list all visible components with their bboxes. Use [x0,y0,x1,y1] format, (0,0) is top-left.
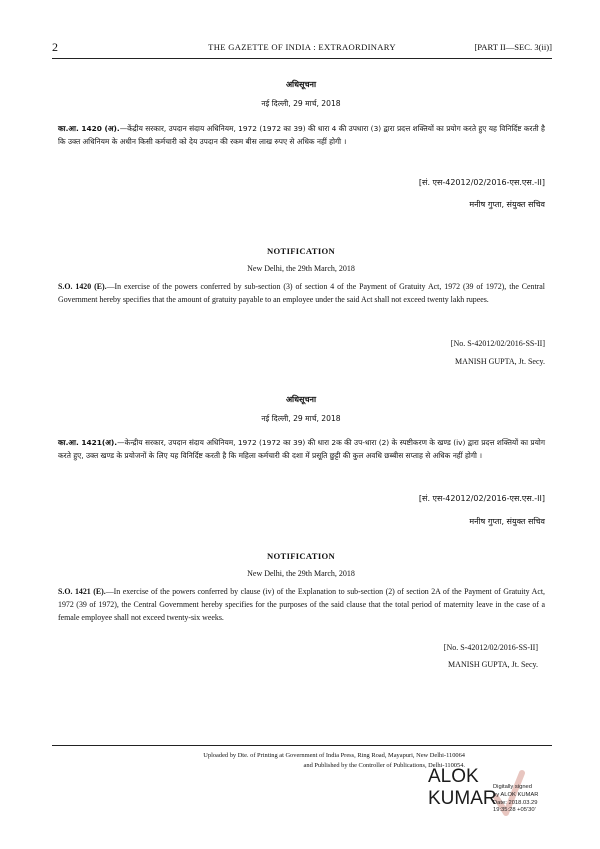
notification-2-place-date: New Delhi, the 29th March, 2018 [247,264,355,273]
notification-3-body [58,436,545,463]
notification-1-text: —केंद्रीय सरकार, उपदान संदाय अधिनियम, 1972 (1972 का 39) की धारा 4 की उपधारा (3) द्वारा प्रदत्त शक्तियों का प्रयोग करते हुए यह विनिर्दिष्ट करती है कि उक्त अधिनियम के अधीन किसी कर्मचारी को देय उपदान की रकम बीस लाख रुपए से अधिक नहीं होगी । [58,124,545,147]
notification-4-file-no: [No. S-42012/02/2016-SS-II] [443,643,538,652]
notification-2-heading: NOTIFICATION [267,246,335,256]
header-rule [52,58,552,59]
part-section: [PART II—SEC. 3(ii)] [474,42,552,52]
notification-4-heading: NOTIFICATION [267,551,335,561]
signer-name-line-2: KUMAR [428,788,497,809]
notification-4-text: —In exercise of the powers conferred by clause (iv) of the Explanation to sub-section (2) of section 2A of the Payment of Gratuity Act, 1972 (39 of 1972), the Central Government hereby specifies for the purposes of the said clause that the total period of maternity leave in the case of a female employee shall not exceed twenty-six weeks. [58,587,545,622]
signature-info-line-4: 19:35:28 +05'30' [493,807,536,814]
notification-3-heading: अधिसूचना [285,395,317,404]
notification-1-heading: अधिसूचना [285,80,317,89]
notification-2-text: —In exercise of the powers conferred by sub-section (3) of section 4 of the Payment of Gratuity Act, 1972 (39 of 1972), the Central Government hereby specifies that the amount of gratuity payable to an employee under the said Act shall not exceed twenty lakh rupees. [58,282,545,304]
notification-1-body [58,122,545,149]
notification-3-place-date: नई दिल्ली, 29 मार्च, 2018 [261,414,341,423]
notification-2-file-no: [No. S-42012/02/2016-SS-II] [450,339,545,348]
notification-3-text: —केन्द्रीय सरकार, उपदान संदाय अधिनियम, 1972 (1972 का 39) की धारा 2क की उप-धारा (2) के स्पष्टीकरण के खण्ड (iv) द्वारा प्रदत्त शक्तियों का प्रयोग करते हुए, उक्त खण्ड के प्रयोजनों के लिए यह विनिर्दिष्ट करती है कि महिला कर्मचारी की दशा में प्रसूति छुट्टी की कुल अवधि छब्बीस सप्ताह से अधिक नहीं होगी । [58,438,545,461]
notification-2-body [58,281,545,307]
signer-name-line-1: ALOK [428,766,479,787]
notification-1-signatory: मनीष गुप्ता, संयुक्त सचिव [469,200,545,209]
footer-rule [52,745,552,746]
notification-2-signatory: MANISH GUPTA, Jt. Secy. [455,357,545,366]
notification-1-number: का.आ. 1420 (अ). [58,124,120,133]
signer-name [428,766,497,810]
signature-info [493,784,538,815]
printing-note [100,751,465,771]
signature-info-line-3: Date: 2018.03.29 [493,799,538,806]
notification-3-number: का.आ. 1421(अ). [58,438,118,447]
notification-3-file-no: [सं. एस-42012/02/2016-एस.एस.-II] [418,494,545,503]
notification-1-place-date: नई दिल्ली, 29 मार्च, 2018 [261,99,341,108]
printing-note-line-2: and Published by the Controller of Publications, Delhi-110054. [303,762,465,769]
notification-4-place-date: New Delhi, the 29th March, 2018 [247,569,355,578]
notification-2-number: S.O. 1420 (E). [58,282,107,291]
notification-3-signatory: मनीष गुप्ता, संयुक्त सचिव [469,517,545,526]
signature-info-line-1: Digitally signed [493,784,532,790]
notification-1-file-no: [सं. एस-42012/02/2016-एस.एस.-II] [418,178,545,187]
gazette-title: THE GAZETTE OF INDIA : EXTRAORDINARY [208,42,396,52]
page-header [52,42,552,56]
notification-4-signatory: MANISH GUPTA, Jt. Secy. [448,660,538,669]
signature-info-line-2: by ALOK KUMAR [493,791,539,798]
printing-note-line-1: Uploaded by Dte. of Printing at Government of India Press, Ring Road, Mayapuri, New Delhi-110064 [203,752,465,759]
notification-4-body [58,586,545,624]
notification-4-number: S.O. 1421 (E). [58,587,106,596]
page-number: 2 [52,40,58,54]
